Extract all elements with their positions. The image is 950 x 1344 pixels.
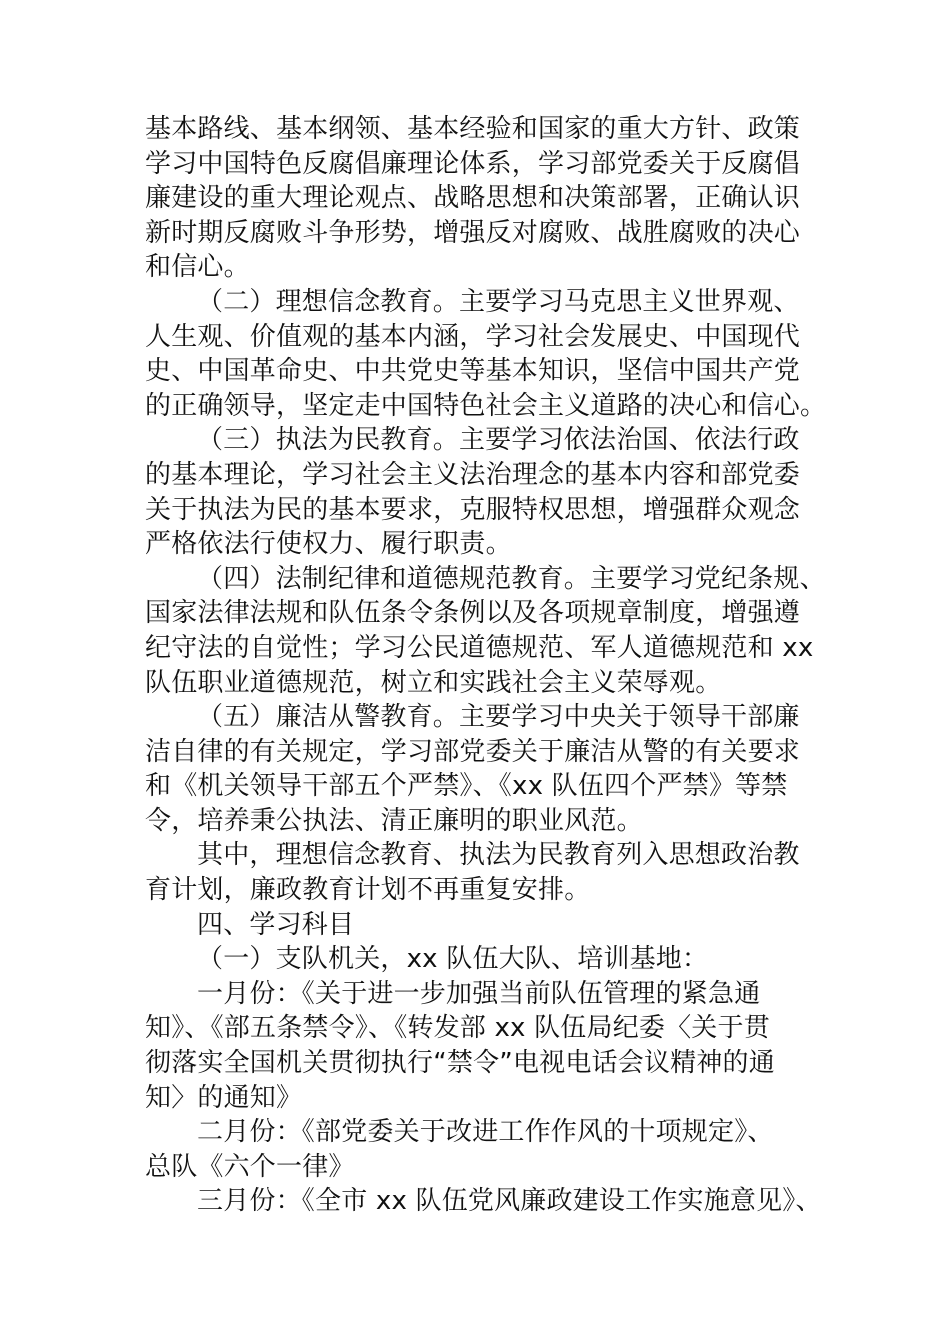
text-line: 廉建设的重大理论观点、战略思想和决策部署，正确认识 — [145, 183, 801, 214]
text-line: （三）执法为民教育。主要学习依法治国、依法行政 — [197, 425, 800, 456]
text-line: 四、学习科目 — [197, 909, 355, 940]
text-line: 和信心。 — [145, 252, 250, 283]
text-line: 和《机关领导干部五个严禁》、《xx 队伍四个严禁》等禁 — [145, 771, 788, 802]
text-line: 洁自律的有关规定，学习部党委关于廉洁从警的有关要求 — [145, 736, 801, 767]
text-line: 新时期反腐败斗争形势，增强反对腐败、战胜腐败的决心 — [145, 217, 801, 248]
text-line: 的基本理论，学习社会主义法治理念的基本内容和部党委 — [145, 459, 801, 490]
text-line: 知》、《部五条禁令》、《转发部 xx 队伍局纪委〈关于贯 — [145, 1013, 770, 1044]
text-line: 人生观、价值观的基本内涵，学习社会发展史、中国现代 — [145, 321, 801, 352]
text-line: 其中，理想信念教育、执法为民教育列入思想政治教 — [197, 840, 800, 871]
text-line: 知〉的通知》 — [145, 1082, 303, 1113]
text-line: （一）支队机关，xx 队伍大队、培训基地： — [197, 944, 709, 975]
text-line: 育计划，廉政教育计划不再重复安排。 — [145, 875, 591, 906]
text-line: 令，培养秉公执法、清正廉明的职业风范。 — [145, 805, 643, 836]
text-line: 三月份：《全市 xx 队伍党风廉政建设工作实施意见》、 — [197, 1186, 822, 1217]
text-line: 学习中国特色反腐倡廉理论体系，学习部党委关于反腐倡 — [145, 148, 801, 179]
text-line: 的正确领导，坚定走中国特色社会主义道路的决心和信心。 — [145, 390, 827, 421]
text-line: 纪守法的自觉性；学习公民道德规范、军人道德规范和 xx — [145, 632, 814, 663]
text-line: （二）理想信念教育。主要学习马克思主义世界观、 — [197, 286, 800, 317]
text-line: 关于执法为民的基本要求，克服特权思想，增强群众观念 — [145, 494, 801, 525]
text-line: 一月份：《关于进一步加强当前队伍管理的紧急通 — [197, 978, 761, 1009]
text-line: 严格依法行使权力、履行职责。 — [145, 529, 512, 560]
text-line: 基本路线、基本纲领、基本经验和国家的重大方针、政策 — [145, 114, 801, 144]
text-line: 史、中国革命史、中共党史等基本知识，坚信中国共产党 — [145, 356, 801, 387]
text-line: 总队《六个一律》 — [145, 1151, 355, 1182]
text-line: 国家法律法规和队伍条令条例以及各项规章制度，增强遵 — [145, 598, 801, 629]
text-line: （五）廉洁从警教育。主要学习中央关于领导干部廉 — [197, 702, 800, 733]
text-line: 彻落实全国机关贯彻执行“禁令”电视电话会议精神的通 — [145, 1048, 775, 1079]
text-line: 二月份：《部党委关于改进工作作风的十项规定》、 — [197, 1117, 774, 1148]
text-line: 队伍职业道德规范，树立和实践社会主义荣辱观。 — [145, 667, 722, 698]
document-body — [145, 112, 827, 1219]
text-line: （四）法制纪律和道德规范教育。主要学习党纪条规、 — [197, 563, 826, 594]
